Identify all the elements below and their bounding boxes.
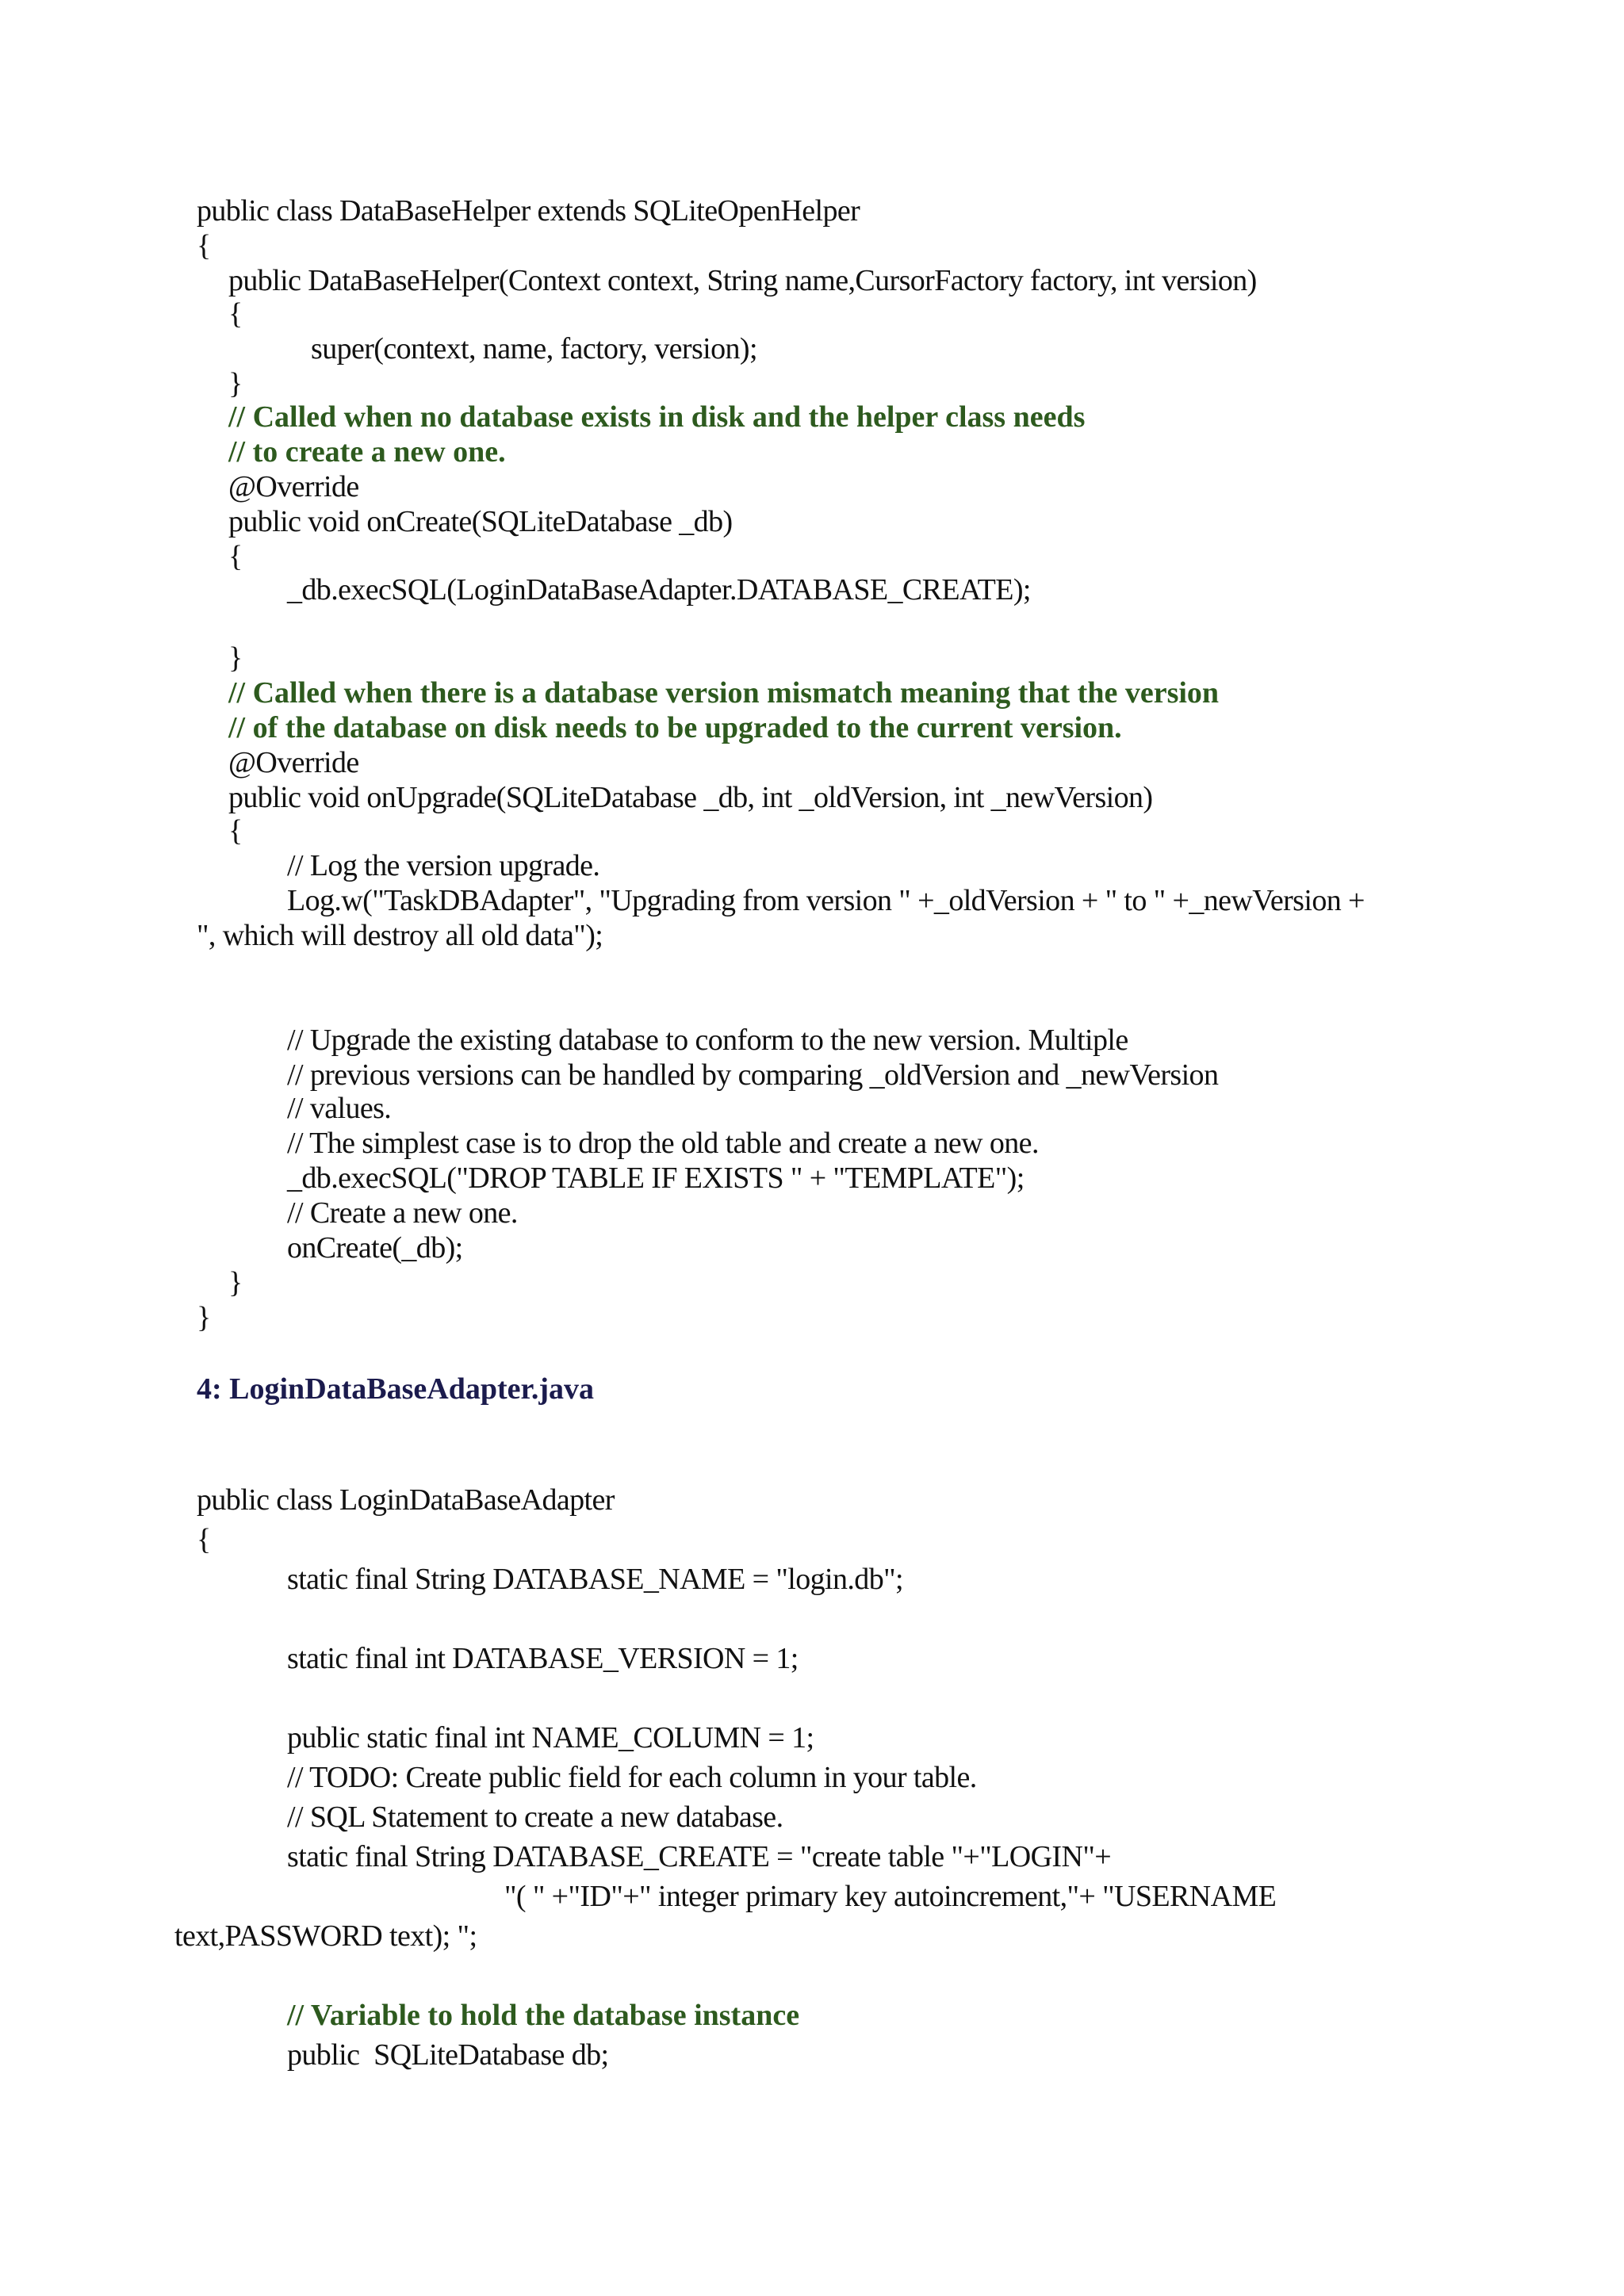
code-line: public class DataBaseHelper extends SQLiteOpenHelper [197,194,860,228]
code-line: @Override [228,746,359,779]
code-line: onCreate(_db); [287,1231,463,1265]
code-line: { [228,297,243,331]
code-line: // values. [287,1092,392,1125]
section-heading: 4: LoginDataBaseAdapter.java [197,1372,595,1406]
code-line: @Override [228,470,359,503]
code-line: // Create a new one. [287,1196,518,1230]
code-line: { [197,1523,211,1556]
code-line: // previous versions can be handled by comparing _oldVersion and _newVersion [287,1058,1219,1092]
code-line: ", which will destroy all old data"); [197,919,603,952]
code-line: _db.execSQL(LoginDataBaseAdapter.DATABASE_CREATE); [287,573,1031,607]
code-line: super(context, name, factory, version); [311,332,757,365]
code-line: public class LoginDataBaseAdapter [197,1483,615,1517]
code-line: public DataBaseHelper(Context context, String name,CursorFactory factory, int version) [228,264,1257,297]
code-line: public static final int NAME_COLUMN = 1; [287,1721,814,1755]
code-line: Log.w("TaskDBAdapter", "Upgrading from version " +_oldVersion + " to " +_newVersion + [287,884,1365,917]
code-line: static final String DATABASE_CREATE = "create table "+"LOGIN"+ [287,1840,1112,1873]
code-line: static final String DATABASE_NAME = "login.db"; [287,1563,903,1596]
code-line: // TODO: Create public field for each column in your table. [287,1761,977,1794]
code-line: } [228,1266,243,1299]
code-line: } [197,1301,211,1334]
code-line: public SQLiteDatabase db; [287,2038,609,2072]
code-line: // SQL Statement to create a new database. [287,1800,783,1834]
code-line: { [228,814,243,848]
code-line: public void onUpgrade(SQLiteDatabase _db, int _oldVersion, int _newVersion) [228,781,1153,814]
code-line: "( " +"ID"+" integer primary key autoincrement,"+ "USERNAME [504,1880,1277,1913]
code-comment: // Called when no database exists in disk and the helper class needs [228,400,1086,434]
code-comment: // of the database on disk needs to be upgraded to the current version. [228,711,1122,744]
code-line: text,PASSWORD text); "; [174,1919,477,1953]
code-comment: // Called when there is a database version mismatch meaning that the version [228,676,1220,710]
code-line: // The simplest case is to drop the old table and create a new one. [287,1127,1039,1160]
code-line: { [228,540,243,573]
code-line: // Log the version upgrade. [287,849,600,882]
code-comment: // Variable to hold the database instance [287,1999,800,2032]
code-line: } [228,641,243,675]
code-line: // Upgrade the existing database to conform to the new version. Multiple [287,1024,1128,1057]
code-line: } [228,367,243,400]
code-line: { [197,229,211,262]
code-comment: // to create a new one. [228,435,506,469]
code-line: public void onCreate(SQLiteDatabase _db) [228,505,733,538]
code-line: static final int DATABASE_VERSION = 1; [287,1642,799,1675]
code-line: _db.execSQL("DROP TABLE IF EXISTS " + "TEMPLATE"); [287,1161,1025,1195]
